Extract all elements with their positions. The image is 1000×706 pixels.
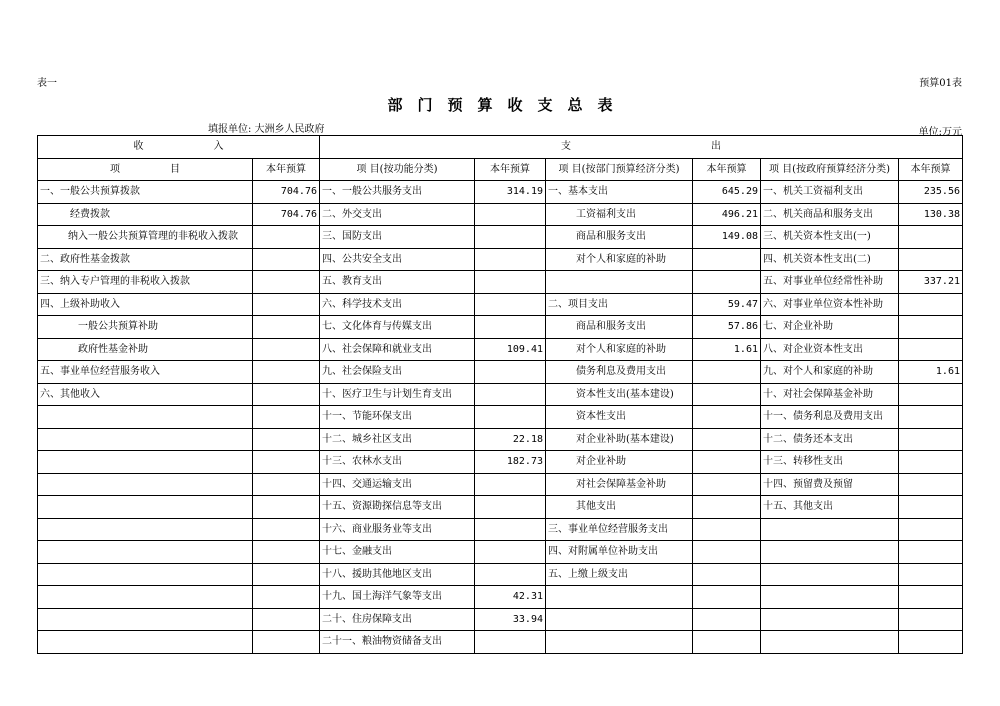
- budget-amount-cell: [253, 338, 320, 361]
- column-header: 项 目(按部门预算经济分类): [546, 158, 693, 181]
- table-row: [38, 293, 963, 316]
- table-row: [38, 428, 963, 451]
- item-name-cell: 三、国防支出: [320, 226, 475, 249]
- column-header: 本年预算: [253, 158, 320, 181]
- budget-amount-cell: 182.73: [475, 451, 546, 474]
- item-name-cell: [761, 608, 899, 631]
- item-name-cell: [761, 631, 899, 654]
- budget-amount-cell: [475, 271, 546, 294]
- budget-amount-cell: [253, 451, 320, 474]
- budget-amount-cell: [899, 473, 963, 496]
- budget-amount-cell: [899, 451, 963, 474]
- item-name-cell: 十一、债务利息及费用支出: [761, 406, 899, 429]
- budget-amount-cell: 42.31: [475, 586, 546, 609]
- item-name-cell: 一、一般公共服务支出: [320, 181, 475, 204]
- item-name-cell: 十二、债务还本支出: [761, 428, 899, 451]
- item-name-cell: 二、机关商品和服务支出: [761, 203, 899, 226]
- item-name-cell: 商品和服务支出: [546, 226, 693, 249]
- column-header: 项 目(按功能分类): [320, 158, 475, 181]
- item-name-cell: 政府性基金补助: [38, 338, 253, 361]
- item-name-cell: 七、对企业补助: [761, 316, 899, 339]
- column-header-row: [38, 158, 963, 181]
- column-header: 项 目: [38, 158, 253, 181]
- item-name-cell: [38, 608, 253, 631]
- budget-amount-cell: [693, 473, 761, 496]
- budget-amount-cell: 57.86: [693, 316, 761, 339]
- budget-amount-cell: [899, 428, 963, 451]
- item-name-cell: 二十、住房保障支出: [320, 608, 475, 631]
- budget-amount-cell: [693, 563, 761, 586]
- item-name-cell: 四、公共安全支出: [320, 248, 475, 271]
- item-name-cell: 五、上缴上级支出: [546, 563, 693, 586]
- item-name-cell: 经费拨款: [38, 203, 253, 226]
- item-name-cell: 资本性支出: [546, 406, 693, 429]
- expense-group-header: 支 出: [320, 136, 963, 159]
- item-name-cell: [38, 496, 253, 519]
- budget-amount-cell: 33.94: [475, 608, 546, 631]
- budget-amount-cell: [899, 563, 963, 586]
- item-name-cell: 纳入一般公共预算管理的非税收入拨款: [38, 226, 253, 249]
- table-row: [38, 203, 963, 226]
- budget-amount-cell: [899, 383, 963, 406]
- table-row: [38, 338, 963, 361]
- budget-amount-cell: [253, 428, 320, 451]
- item-name-cell: [761, 586, 899, 609]
- item-name-cell: 对企业补助(基本建设): [546, 428, 693, 451]
- item-name-cell: 七、文化体育与传媒支出: [320, 316, 475, 339]
- budget-amount-cell: [899, 518, 963, 541]
- budget-amount-cell: [693, 496, 761, 519]
- budget-amount-cell: [693, 406, 761, 429]
- column-header: 本年预算: [475, 158, 546, 181]
- item-name-cell: 五、教育支出: [320, 271, 475, 294]
- item-name-cell: 五、对事业单位经常性补助: [761, 271, 899, 294]
- item-name-cell: 十一、节能环保支出: [320, 406, 475, 429]
- item-name-cell: 三、纳入专户管理的非税收入拨款: [38, 271, 253, 294]
- item-name-cell: 六、其他收入: [38, 383, 253, 406]
- budget-amount-cell: [475, 631, 546, 654]
- item-name-cell: 十五、资源勘探信息等支出: [320, 496, 475, 519]
- budget-amount-cell: [475, 361, 546, 384]
- budget-amount-cell: [253, 496, 320, 519]
- table-row: [38, 406, 963, 429]
- budget-amount-cell: [899, 316, 963, 339]
- item-name-cell: 三、事业单位经营服务支出: [546, 518, 693, 541]
- item-name-cell: [546, 271, 693, 294]
- budget-amount-cell: [253, 316, 320, 339]
- budget-amount-cell: [253, 518, 320, 541]
- item-name-cell: 四、机关资本性支出(二): [761, 248, 899, 271]
- item-name-cell: [546, 631, 693, 654]
- item-name-cell: [38, 451, 253, 474]
- item-name-cell: 六、科学技术支出: [320, 293, 475, 316]
- item-name-cell: 资本性支出(基本建设): [546, 383, 693, 406]
- budget-amount-cell: [693, 361, 761, 384]
- budget-amount-cell: [475, 563, 546, 586]
- item-name-cell: 债务利息及费用支出: [546, 361, 693, 384]
- table-row: [38, 383, 963, 406]
- budget-amount-cell: [693, 586, 761, 609]
- item-name-cell: [38, 428, 253, 451]
- budget-amount-cell: [693, 541, 761, 564]
- budget-amount-cell: [253, 293, 320, 316]
- item-name-cell: 三、机关资本性支出(一): [761, 226, 899, 249]
- table-row: [38, 631, 963, 654]
- table-row: [38, 608, 963, 631]
- table-row: [38, 248, 963, 271]
- table-row: [38, 316, 963, 339]
- budget-amount-cell: [899, 608, 963, 631]
- budget-amount-cell: 337.21: [899, 271, 963, 294]
- budget-amount-cell: [253, 563, 320, 586]
- budget-amount-cell: [475, 203, 546, 226]
- budget-amount-cell: 59.47: [693, 293, 761, 316]
- item-name-cell: 二十一、粮油物资储备支出: [320, 631, 475, 654]
- table-row: [38, 361, 963, 384]
- budget-amount-cell: [253, 608, 320, 631]
- item-name-cell: 一、机关工资福利支出: [761, 181, 899, 204]
- item-name-cell: [38, 406, 253, 429]
- budget-amount-cell: 149.08: [693, 226, 761, 249]
- item-name-cell: [38, 586, 253, 609]
- item-name-cell: [546, 608, 693, 631]
- budget-amount-cell: [475, 518, 546, 541]
- item-name-cell: 工资福利支出: [546, 203, 693, 226]
- budget-amount-cell: [253, 248, 320, 271]
- item-name-cell: [761, 563, 899, 586]
- item-name-cell: 对个人和家庭的补助: [546, 338, 693, 361]
- table-row: [38, 181, 963, 204]
- item-name-cell: 对企业补助: [546, 451, 693, 474]
- item-name-cell: 十四、交通运输支出: [320, 473, 475, 496]
- budget-amount-cell: [475, 473, 546, 496]
- item-name-cell: 九、社会保险支出: [320, 361, 475, 384]
- form-code: 预算01表: [919, 78, 962, 89]
- budget-amount-cell: [899, 406, 963, 429]
- budget-amount-cell: [475, 406, 546, 429]
- item-name-cell: 九、对个人和家庭的补助: [761, 361, 899, 384]
- table-row: [38, 518, 963, 541]
- item-name-cell: 十八、援助其他地区支出: [320, 563, 475, 586]
- budget-amount-cell: [693, 451, 761, 474]
- budget-amount-cell: [899, 586, 963, 609]
- filling-unit: 填报单位: 大洲乡人民政府: [208, 124, 325, 135]
- budget-amount-cell: 1.61: [693, 338, 761, 361]
- table-row: [38, 271, 963, 294]
- item-name-cell: 二、外交支出: [320, 203, 475, 226]
- budget-amount-cell: [253, 226, 320, 249]
- table-row: [38, 473, 963, 496]
- item-name-cell: 五、事业单位经营服务收入: [38, 361, 253, 384]
- item-name-cell: [38, 541, 253, 564]
- budget-amount-cell: [693, 428, 761, 451]
- table-row: [38, 541, 963, 564]
- page-title: 部门预算收支总表: [387, 96, 628, 114]
- budget-amount-cell: 704.76: [253, 181, 320, 204]
- budget-amount-cell: [253, 586, 320, 609]
- item-name-cell: 四、上级补助收入: [38, 293, 253, 316]
- column-header: 本年预算: [899, 158, 963, 181]
- item-name-cell: 六、对事业单位资本性补助: [761, 293, 899, 316]
- budget-amount-cell: [475, 496, 546, 519]
- budget-amount-cell: [253, 541, 320, 564]
- budget-amount-cell: [253, 406, 320, 429]
- budget-amount-cell: [475, 541, 546, 564]
- budget-amount-cell: 1.61: [899, 361, 963, 384]
- budget-amount-cell: [693, 271, 761, 294]
- item-name-cell: 十、医疗卫生与计划生育支出: [320, 383, 475, 406]
- budget-amount-cell: 130.38: [899, 203, 963, 226]
- budget-amount-cell: 22.18: [475, 428, 546, 451]
- item-name-cell: 十四、预留费及预留: [761, 473, 899, 496]
- item-name-cell: 十五、其他支出: [761, 496, 899, 519]
- budget-amount-cell: [475, 383, 546, 406]
- budget-amount-cell: [899, 541, 963, 564]
- budget-summary-table: [37, 135, 963, 654]
- item-name-cell: 其他支出: [546, 496, 693, 519]
- budget-amount-cell: [693, 631, 761, 654]
- budget-amount-cell: [475, 293, 546, 316]
- item-name-cell: 十、对社会保障基金补助: [761, 383, 899, 406]
- budget-amount-cell: [475, 248, 546, 271]
- budget-amount-cell: [253, 473, 320, 496]
- budget-amount-cell: 235.56: [899, 181, 963, 204]
- item-name-cell: [38, 473, 253, 496]
- budget-amount-cell: [693, 608, 761, 631]
- item-name-cell: 四、对附属单位补助支出: [546, 541, 693, 564]
- item-name-cell: [38, 563, 253, 586]
- table-row: [38, 496, 963, 519]
- budget-amount-cell: [899, 293, 963, 316]
- item-name-cell: [761, 518, 899, 541]
- budget-amount-cell: [253, 361, 320, 384]
- budget-amount-cell: [253, 383, 320, 406]
- budget-amount-cell: [899, 338, 963, 361]
- table-row: [38, 586, 963, 609]
- item-name-cell: 八、社会保障和就业支出: [320, 338, 475, 361]
- item-name-cell: [546, 586, 693, 609]
- currency-unit: 单位:万元: [918, 127, 962, 138]
- column-header: 本年预算: [693, 158, 761, 181]
- group-header-row: [38, 136, 963, 159]
- item-name-cell: [761, 541, 899, 564]
- budget-amount-cell: [899, 496, 963, 519]
- budget-amount-cell: [693, 248, 761, 271]
- item-name-cell: 十七、金融支出: [320, 541, 475, 564]
- budget-amount-cell: [693, 383, 761, 406]
- item-name-cell: 二、项目支出: [546, 293, 693, 316]
- budget-amount-cell: 314.19: [475, 181, 546, 204]
- column-header: 项 目(按政府预算经济分类): [761, 158, 899, 181]
- item-name-cell: 十九、国土海洋气象等支出: [320, 586, 475, 609]
- budget-amount-cell: [253, 631, 320, 654]
- budget-amount-cell: [899, 631, 963, 654]
- item-name-cell: 一、基本支出: [546, 181, 693, 204]
- budget-amount-cell: 645.29: [693, 181, 761, 204]
- table-row: [38, 451, 963, 474]
- item-name-cell: 八、对企业资本性支出: [761, 338, 899, 361]
- budget-amount-cell: [693, 518, 761, 541]
- item-name-cell: 十三、农林水支出: [320, 451, 475, 474]
- budget-amount-cell: [475, 316, 546, 339]
- budget-amount-cell: [899, 248, 963, 271]
- income-group-header: 收 入: [38, 136, 320, 159]
- item-name-cell: 十六、商业服务业等支出: [320, 518, 475, 541]
- item-name-cell: 对个人和家庭的补助: [546, 248, 693, 271]
- table-row: [38, 563, 963, 586]
- item-name-cell: 一般公共预算补助: [38, 316, 253, 339]
- item-name-cell: 二、政府性基金拨款: [38, 248, 253, 271]
- item-name-cell: [38, 518, 253, 541]
- budget-amount-cell: [899, 226, 963, 249]
- item-name-cell: 一、一般公共预算拨款: [38, 181, 253, 204]
- item-name-cell: 十二、城乡社区支出: [320, 428, 475, 451]
- table-row: [38, 226, 963, 249]
- budget-amount-cell: 496.21: [693, 203, 761, 226]
- budget-amount-cell: 704.76: [253, 203, 320, 226]
- budget-amount-cell: [475, 226, 546, 249]
- item-name-cell: 十三、转移性支出: [761, 451, 899, 474]
- item-name-cell: 对社会保障基金补助: [546, 473, 693, 496]
- item-name-cell: 商品和服务支出: [546, 316, 693, 339]
- table-id: 表一: [37, 78, 57, 89]
- item-name-cell: [38, 631, 253, 654]
- budget-amount-cell: [253, 271, 320, 294]
- budget-amount-cell: 109.41: [475, 338, 546, 361]
